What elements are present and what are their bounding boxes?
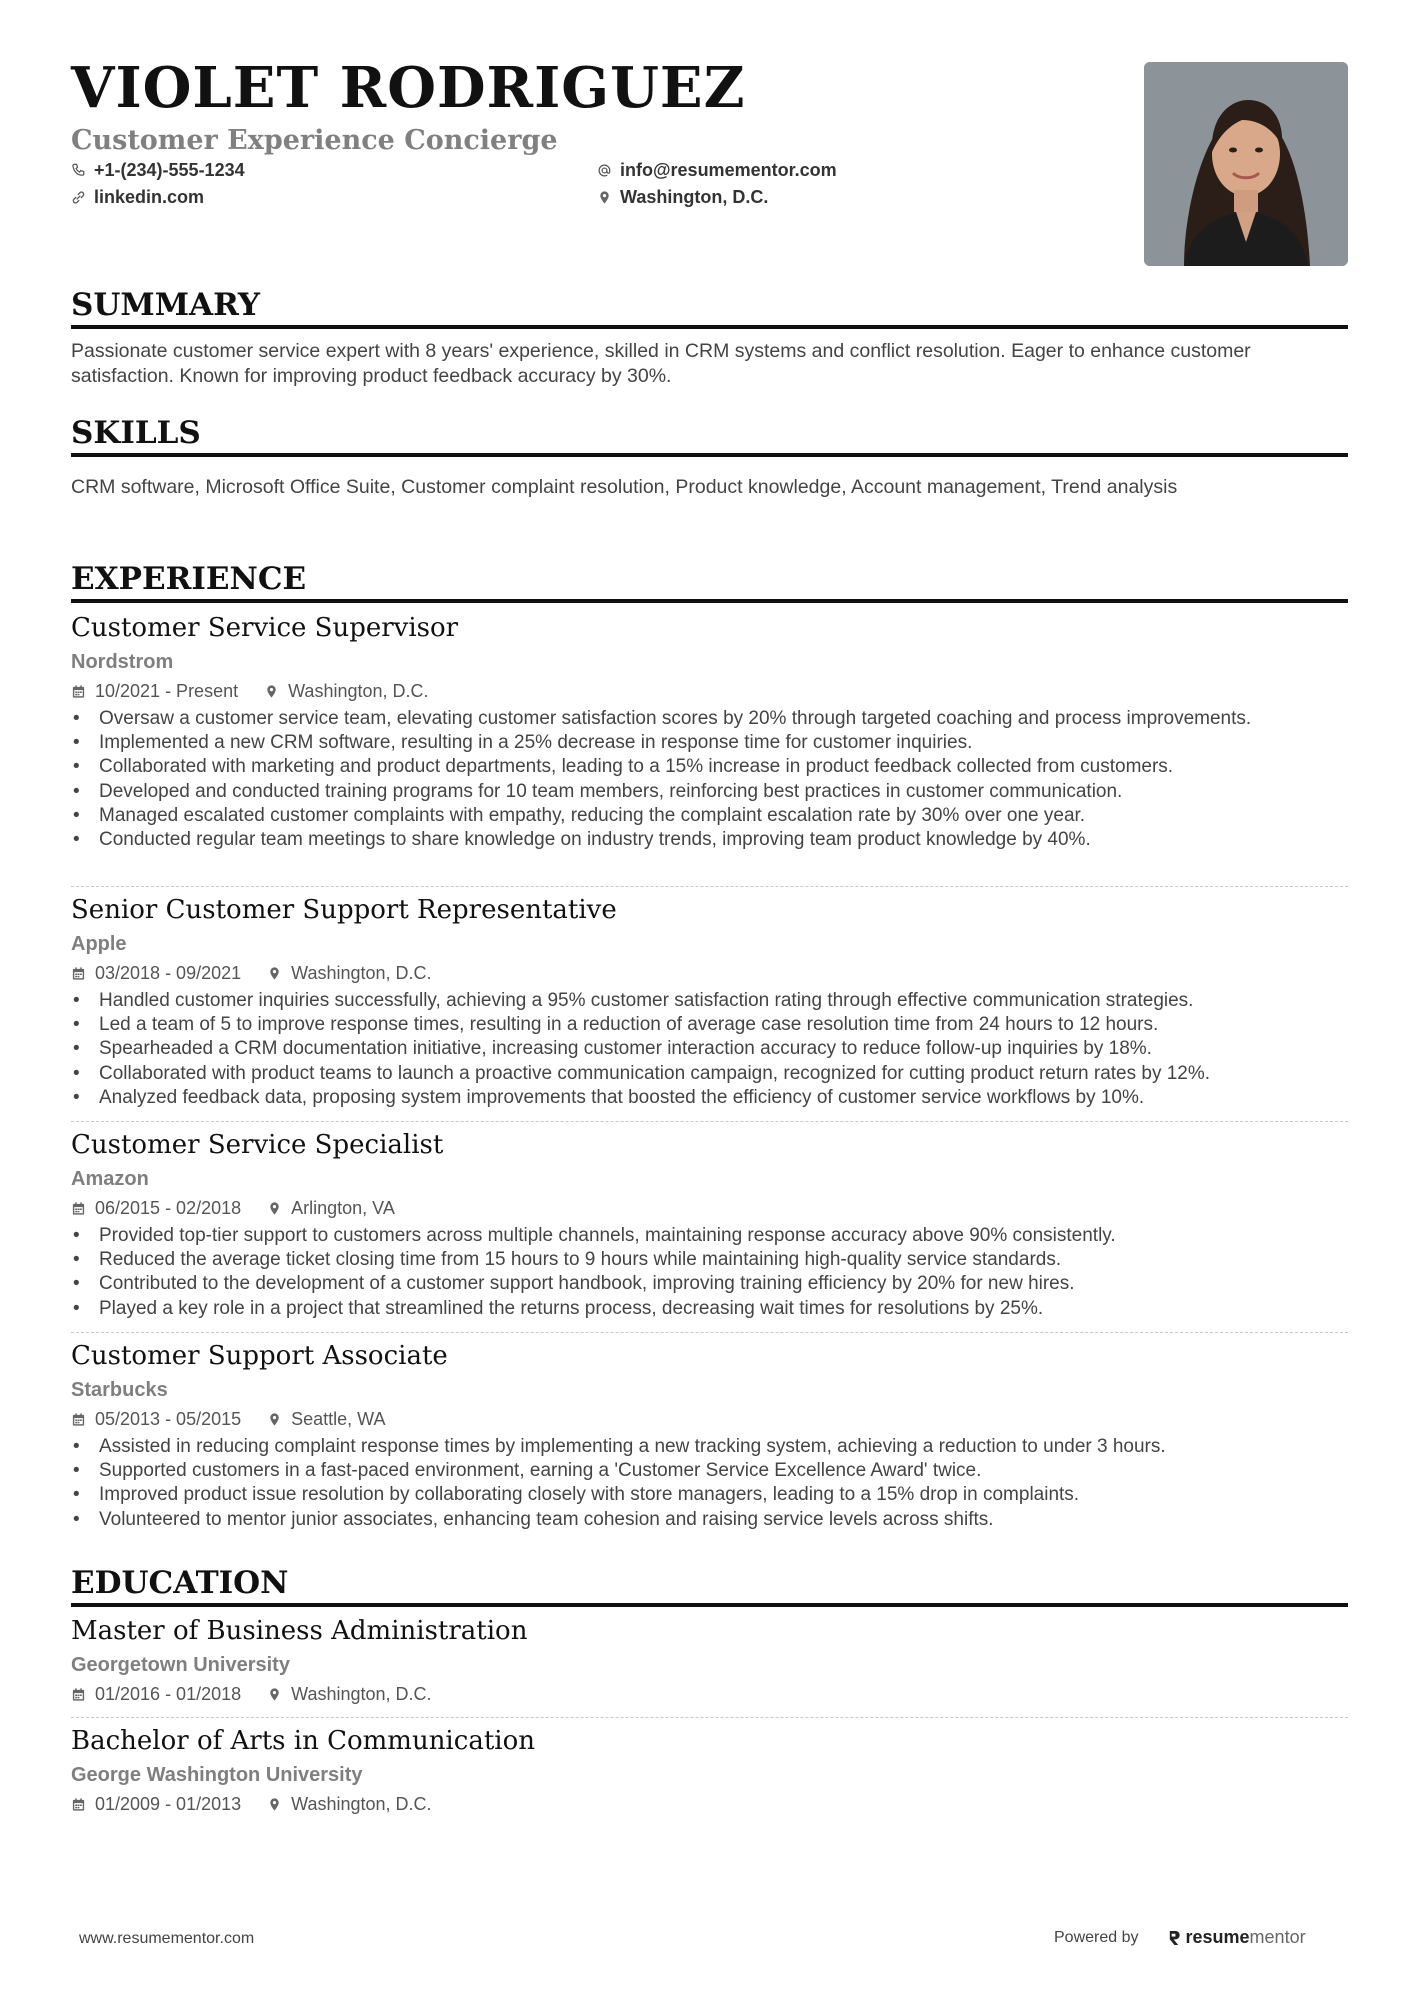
calendar-icon — [71, 966, 86, 981]
entry-divider — [71, 886, 1348, 887]
job-bullets — [71, 1224, 1348, 1321]
contact-email[interactable] — [597, 160, 837, 181]
location-pin-icon — [267, 1797, 282, 1812]
job-location: Arlington, VA — [291, 1198, 395, 1218]
education-entry — [71, 1615, 1348, 1706]
education-dates: 01/2009 - 01/2013 — [95, 1794, 242, 1814]
company-name: Starbucks — [71, 1379, 168, 1401]
location-text: Washington, D.C. — [620, 187, 769, 207]
company-name: Amazon — [71, 1168, 149, 1190]
bullet-item: • Spearheaded a CRM documentation initiative, increasing customer interaction accuracy to reduce follow-up inquiries by 18%. — [71, 1037, 1348, 1061]
contact-linkedin[interactable] — [71, 187, 204, 208]
resumementor-logo-icon — [1167, 1929, 1182, 1946]
skills-text: CRM software, Microsoft Office Suite, Customer complaint resolution, Product knowledge, Account management, Trend analysis — [71, 476, 1178, 498]
entry-divider — [71, 1332, 1348, 1333]
bullet-item: • Oversaw a customer service team, elevating customer satisfaction scores by 20% through targeted coaching and process improvements. — [71, 707, 1348, 731]
bullet-item: • Conducted regular team meetings to share knowledge on industry trends, improving team product knowledge by 40%. — [71, 828, 1348, 852]
summary-heading: SUMMARY — [71, 286, 1348, 329]
job-dates: 03/2018 - 09/2021 — [95, 963, 242, 983]
job-location: Washington, D.C. — [288, 681, 429, 701]
location-pin-icon — [267, 966, 282, 981]
degree-title: Bachelor of Arts in Communication — [71, 1726, 535, 1756]
bullet-item: • Collaborated with product teams to launch a proactive communication campaign, recognized for cutting product return rates by 12%. — [71, 1062, 1348, 1086]
linkedin-text[interactable]: linkedin.com — [94, 187, 205, 207]
job-meta — [71, 679, 1348, 703]
bullet-item: • Analyzed feedback data, proposing system improvements that boosted the efficiency of customer service workflows by 10%. — [71, 1086, 1348, 1110]
job-location: Washington, D.C. — [291, 963, 432, 983]
experience-entry — [71, 1129, 1348, 1321]
at-icon — [597, 163, 612, 178]
bullet-item: • Contributed to the development of a customer support handbook, improving training efficiency by 20% for new hires. — [71, 1272, 1348, 1296]
brand-logo[interactable] — [1167, 1927, 1306, 1948]
education-entry — [71, 1725, 1348, 1816]
school-name: Georgetown University — [71, 1654, 290, 1676]
experience-entry — [71, 894, 1348, 1110]
phone-icon — [71, 163, 86, 178]
calendar-icon — [71, 1412, 86, 1427]
bullet-item: • Provided top-tier support to customers across multiple channels, maintaining response accuracy above 90% consistently. — [71, 1224, 1348, 1248]
location-pin-icon — [267, 1201, 282, 1216]
job-meta — [71, 961, 1348, 985]
contact-phone — [71, 160, 245, 181]
link-icon — [71, 190, 86, 205]
job-dates: 05/2013 - 05/2015 — [95, 1409, 242, 1429]
bullet-item: • Volunteered to mentor junior associates, enhancing team cohesion and raising service levels across shifts. — [71, 1508, 1348, 1532]
experience-entry — [71, 1340, 1348, 1532]
location-pin-icon — [264, 684, 279, 699]
powered-by-label: Powered by — [1054, 1928, 1139, 1946]
education-meta — [71, 1792, 1348, 1816]
calendar-icon — [71, 1687, 86, 1702]
skills-heading: SKILLS — [71, 414, 1348, 457]
job-meta — [71, 1407, 1348, 1431]
candidate-title: Customer Experience Concierge — [71, 125, 558, 156]
bullet-item: • Developed and conducted training programs for 10 team members, reinforcing best practices in customer communication. — [71, 780, 1348, 804]
summary-text: Passionate customer service expert with 8 years' experience, skilled in CRM systems and conflict resolution. Eager to enhance customer satisfaction. Known for improving product feedback accuracy by 30%. — [71, 340, 1251, 387]
footer-website[interactable]: www.resumementor.com — [79, 1930, 255, 1947]
job-location: Seattle, WA — [291, 1409, 386, 1429]
bullet-item: • Improved product issue resolution by collaborating closely with store managers, leading to a 15% drop in complaints. — [71, 1483, 1348, 1507]
education-dates: 01/2016 - 01/2018 — [95, 1684, 242, 1704]
calendar-icon — [71, 684, 86, 699]
footer-branding — [1054, 1927, 1306, 1948]
calendar-icon — [71, 1201, 86, 1216]
bullet-item: • Handled customer inquiries successfully, achieving a 95% customer satisfaction rating through effective communication strategies. — [71, 989, 1348, 1013]
experience-entry — [71, 612, 1348, 852]
bullet-item: • Played a key role in a project that streamlined the returns process, decreasing wait times for resolutions by 25%. — [71, 1297, 1348, 1321]
job-title: Customer Service Supervisor — [71, 613, 459, 643]
profile-photo — [1144, 62, 1348, 266]
bullet-item: • Reduced the average ticket closing time from 15 hours to 9 hours while maintaining high-quality service standards. — [71, 1248, 1348, 1272]
company-name: Apple — [71, 933, 127, 955]
phone-text: +1-(234)-555-1234 — [94, 160, 245, 180]
bullet-item: • Managed escalated customer complaints with empathy, reducing the complaint escalation rate by 30% over one year. — [71, 804, 1348, 828]
bullet-item: • Implemented a new CRM software, resulting in a 25% decrease in response time for customer inquiries. — [71, 731, 1348, 755]
brand-bold: resume — [1185, 1927, 1250, 1947]
education-heading: EDUCATION — [71, 1564, 1348, 1607]
location-pin-icon — [597, 190, 612, 205]
bullet-item: • Assisted in reducing complaint response times by implementing a new tracking system, achieving a reduction to under 3 hours. — [71, 1435, 1348, 1459]
job-meta — [71, 1196, 1348, 1220]
job-bullets — [71, 1435, 1348, 1532]
school-name: George Washington University — [71, 1764, 363, 1786]
experience-heading: EXPERIENCE — [71, 560, 1348, 603]
job-title: Customer Service Specialist — [71, 1130, 444, 1160]
location-pin-icon — [267, 1412, 282, 1427]
bullet-item: • Led a team of 5 to improve response times, resulting in a reduction of average case resolution time from 24 hours to 12 hours. — [71, 1013, 1348, 1037]
contact-location — [597, 187, 768, 208]
entry-divider — [71, 1121, 1348, 1122]
job-title: Customer Support Associate — [71, 1341, 448, 1371]
job-dates: 10/2021 - Present — [95, 681, 239, 701]
email-text[interactable]: info@resumementor.com — [620, 160, 837, 180]
entry-divider — [71, 1717, 1348, 1718]
job-bullets — [71, 989, 1348, 1110]
bullet-item: • Supported customers in a fast-paced environment, earning a 'Customer Service Excellence Award' twice. — [71, 1459, 1348, 1483]
job-bullets — [71, 707, 1348, 852]
degree-title: Master of Business Administration — [71, 1616, 528, 1646]
candidate-name: VIOLET RODRIGUEZ — [71, 55, 746, 121]
job-title: Senior Customer Support Representative — [71, 895, 617, 925]
bullet-item: • Collaborated with marketing and product departments, leading to a 15% increase in product feedback collected from customers. — [71, 755, 1348, 779]
portrait-image — [1144, 62, 1348, 266]
brand-light: mentor — [1249, 1927, 1306, 1947]
job-dates: 06/2015 - 02/2018 — [95, 1198, 242, 1218]
location-pin-icon — [267, 1687, 282, 1702]
education-location: Washington, D.C. — [291, 1684, 432, 1704]
education-location: Washington, D.C. — [291, 1794, 432, 1814]
company-name: Nordstrom — [71, 651, 174, 673]
education-meta — [71, 1682, 1348, 1706]
calendar-icon — [71, 1797, 86, 1812]
